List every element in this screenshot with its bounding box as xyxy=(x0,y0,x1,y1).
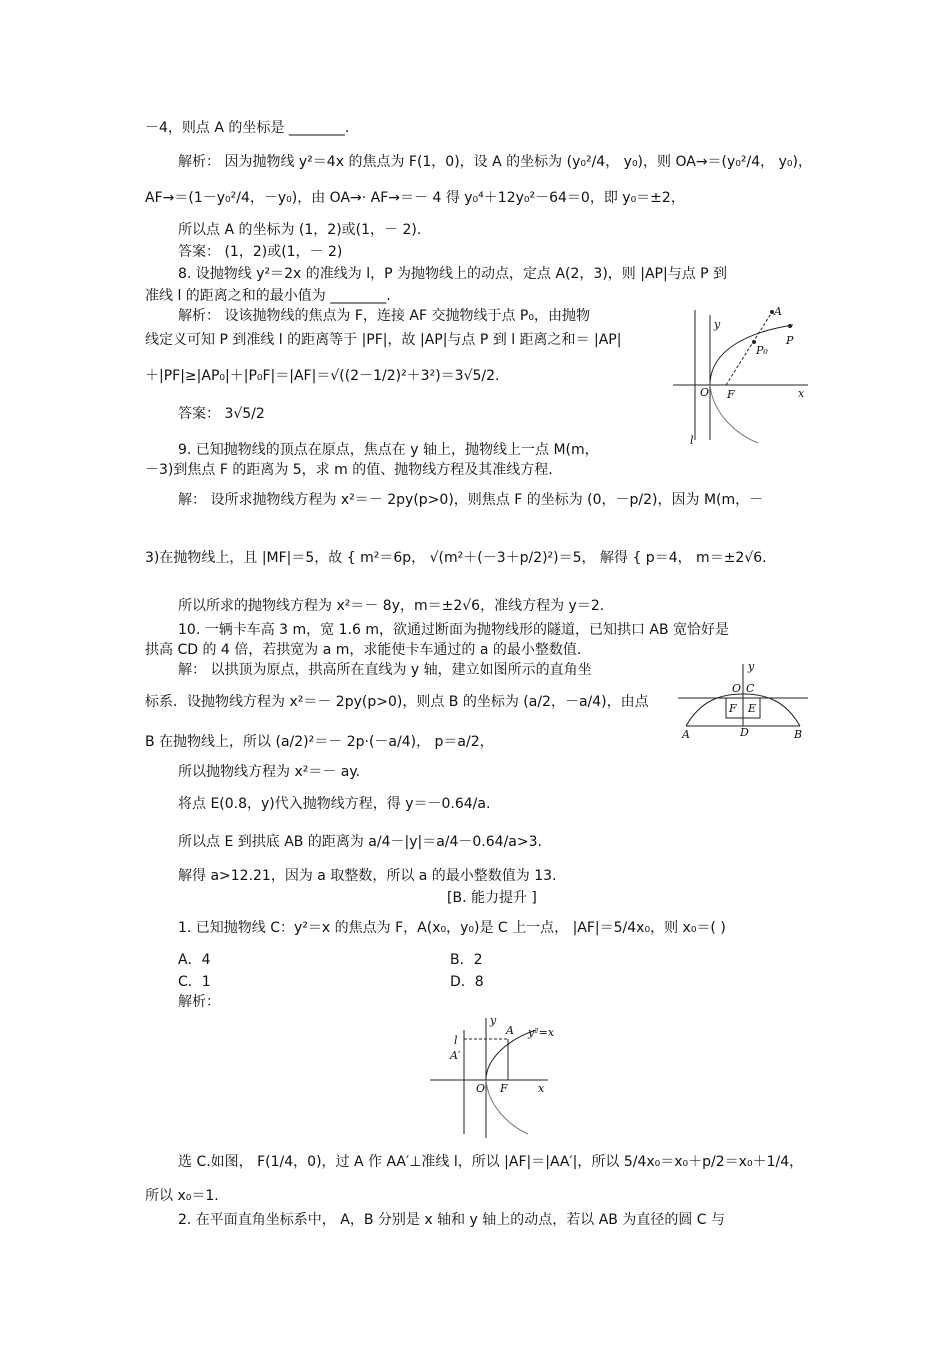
label-y: y xyxy=(748,660,755,673)
label-o: O xyxy=(476,1082,486,1095)
text-line: 所以点 E 到拱底 AB 的距离为 a/4－|y|＝a/4－0.64/a>3. xyxy=(178,834,542,850)
label-x: x xyxy=(538,1082,545,1095)
label-o: O xyxy=(700,386,710,399)
text-line: ＋|PF|≥|AP₀|＋|P₀F|＝|AF|＝√((2－1/2)²＋3²)＝3√5/2. xyxy=(145,368,500,384)
text-line: 所以 x₀＝1. xyxy=(145,1188,219,1204)
label-a: A xyxy=(506,1024,514,1037)
tunnel-figure xyxy=(676,660,811,742)
label-o: O xyxy=(732,682,742,695)
text-line: 解： 设所求抛物线方程为 x²＝－ 2py(p>0)，则焦点 F 的坐标为 (0，－p/2)，因为 M(m，－ xyxy=(178,492,764,508)
label-p: P xyxy=(786,334,794,347)
parabola-figure-1 xyxy=(668,300,818,450)
text-line: 解析： 因为抛物线 y²＝4x 的焦点为 F(1，0)，设 A 的坐标为 (y₀²/4， y₀)，则 OA→＝(y₀²/4， y₀)， xyxy=(178,154,812,170)
text-line: 解析： xyxy=(178,994,220,1010)
problem-10: 10. 一辆卡车高 3 m，宽 1.6 m，欲通过断面为抛物线形的隧道，已知拱口 AB 宽恰好是 xyxy=(178,622,730,638)
label-a: A xyxy=(774,305,782,318)
label-a-prime: A′ xyxy=(450,1049,461,1062)
label-y: y xyxy=(490,1014,497,1027)
label-curve: y²=x xyxy=(528,1026,555,1039)
problem-2: 2. 在平面直角坐标系中， A，B 分别是 x 轴和 y 轴上的动点，若以 AB 为直径的圆 C 与 xyxy=(178,1212,726,1228)
option-a: A．4 xyxy=(178,952,211,968)
option-d: D．8 xyxy=(450,974,484,990)
problem-8: 8. 设抛物线 y²＝2x 的准线为 l，P 为抛物线上的动点，定点 A(2，3)，则 |AP|与点 P 到 xyxy=(178,266,728,282)
label-f: F xyxy=(727,388,735,401)
text-line: 线定义可知 P 到准线 l 的距离等于 |PF|，故 |AP|与点 P 到 l 距离之和＝ |AP| xyxy=(145,332,622,348)
text-line: 选 C.如图， F(1/4，0)，过 A 作 AA′⊥准线 l，所以 |AF|＝|AA′|，所以 5/4x₀＝x₀＋p/2＝x₀＋1/4， xyxy=(178,1154,804,1170)
option-b: B．2 xyxy=(450,952,483,968)
text-line: 所以所求的抛物线方程为 x²＝－ 8y，m＝±2√6，准线方程为 y＝2. xyxy=(178,598,605,614)
label-y: y xyxy=(714,318,721,331)
label-b: B xyxy=(794,728,803,741)
parabola-figure-2 xyxy=(428,1010,558,1142)
text-line: 解： 以拱顶为原点，拱高所在直线为 y 轴，建立如图所示的直角坐 xyxy=(178,662,592,678)
label-p0: P₀ xyxy=(756,344,768,357)
problem-9: 9. 已知抛物线的顶点在原点，焦点在 y 轴上，抛物线上一点 M(m， xyxy=(178,442,599,458)
label-e: E xyxy=(748,702,757,715)
text-line: 解得 a>12.21，因为 a 取整数，所以 a 的最小整数值为 13. xyxy=(178,868,557,884)
point-p xyxy=(788,324,792,328)
problem-1: 1. 已知抛物线 C：y²＝x 的焦点为 F，A(x₀，y₀)是 C 上一点， |AF|＝5/4x₀，则 x₀＝( ) xyxy=(178,920,726,936)
label-d: D xyxy=(740,726,749,739)
parabola-upper xyxy=(710,325,793,385)
text-line: 3)在抛物线上，且 |MF|＝5，故 { m²＝6p， √(m²＋(－3＋p/2)²)＝5， 解得 { p＝4， m＝±2√6. xyxy=(145,550,767,566)
text-line: AF→＝(1－y₀²/4，－y₀)，由 OA→· AF→＝－ 4 得 y₀⁴＋12y₀²－64＝0，即 y₀＝±2， xyxy=(145,190,685,206)
text-line: 准线 l 的距离之和的最小值为 ________. xyxy=(145,288,391,304)
text-line: 所以抛物线方程为 x²＝－ ay. xyxy=(178,764,361,780)
option-c: C．1 xyxy=(178,974,211,990)
text-line: －4，则点 A 的坐标是 ________. xyxy=(145,120,350,136)
text-line: 解析： 设该抛物线的焦点为 F，连接 AF 交抛物线于点 P₀，由抛物 xyxy=(178,308,590,324)
label-l: l xyxy=(690,434,694,447)
label-c: C xyxy=(746,682,755,695)
text-line: －3)到焦点 F 的距离为 5，求 m 的值、抛物线方程及其准线方程. xyxy=(145,462,553,478)
label-a: A xyxy=(682,728,690,741)
text-line: B 在抛物线上，所以 (a/2)²＝－ 2p·(－a/4)， p＝a/2， xyxy=(145,734,494,750)
answer-line: 答案： 3√5/2 xyxy=(178,406,265,422)
label-f: F xyxy=(729,702,737,715)
section-heading: [B. 能力提升 ] xyxy=(447,890,537,906)
text-line: 将点 E(0.8，y)代入抛物线方程，得 y＝－0.64/a. xyxy=(178,796,491,812)
label-x: x xyxy=(798,387,805,400)
label-l: l xyxy=(454,1034,458,1047)
text-line: 拱高 CD 的 4 倍，若拱宽为 a m，求能使卡车通过的 a 的最小整数值. xyxy=(145,642,582,658)
label-f: F xyxy=(500,1082,508,1095)
text-line: 标系．设抛物线方程为 x²＝－ 2py(p>0)，则点 B 的坐标为 (a/2，－a/4)，由点 xyxy=(145,694,649,710)
text-line: 所以点 A 的坐标为 (1，2)或(1，－ 2). xyxy=(178,222,422,238)
text-line: 答案： (1，2)或(1，－ 2) xyxy=(178,244,343,260)
